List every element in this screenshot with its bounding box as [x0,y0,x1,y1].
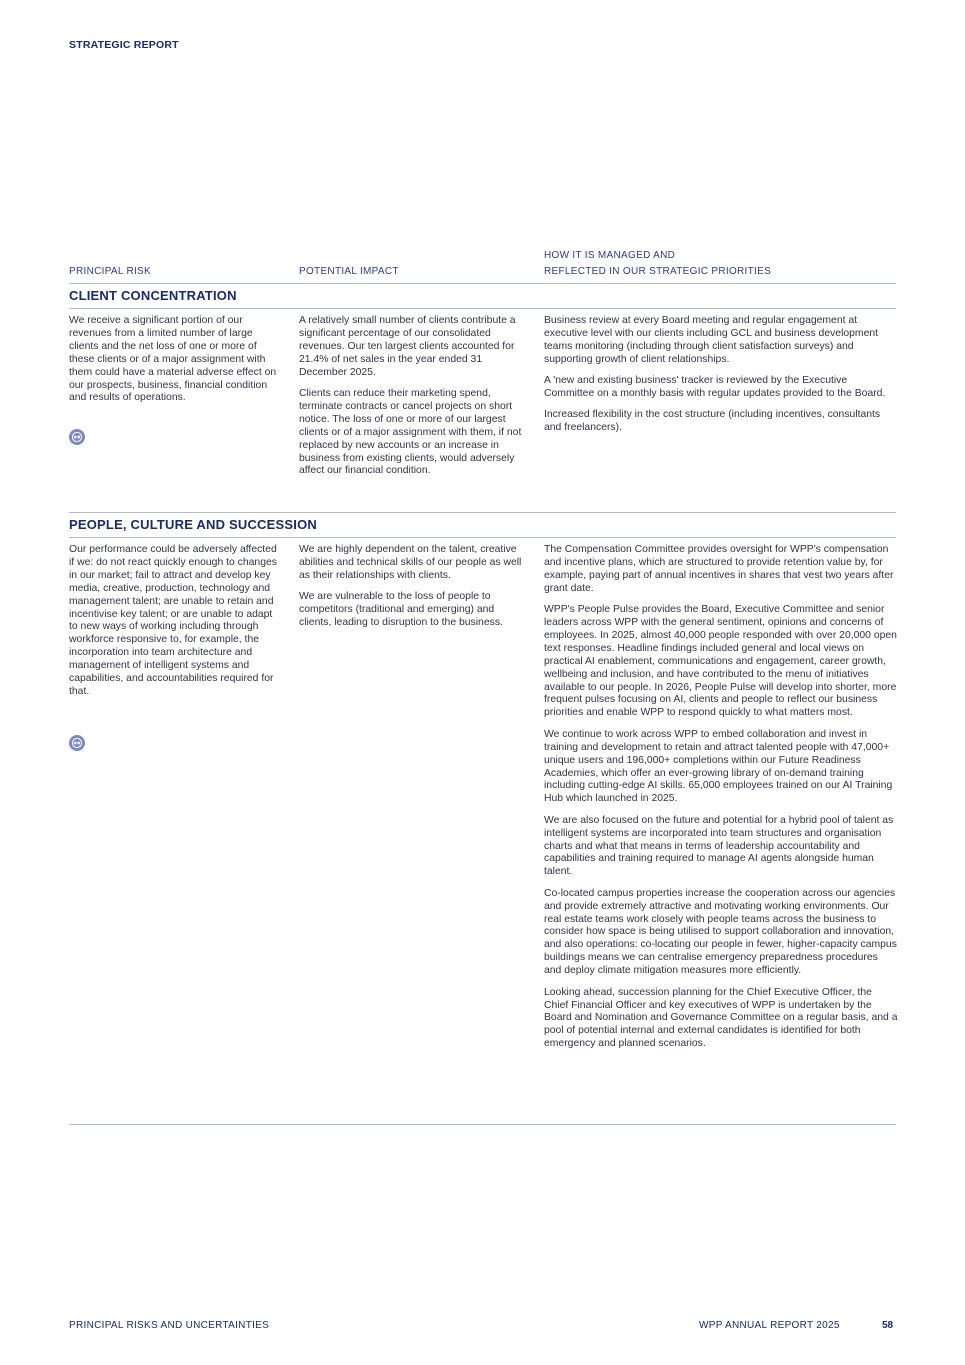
paragraph: Business review at every Board meeting and regular engagement at executive level with our clients including GCL and business development teams monitoring (including through client satisfaction surveys) and supporting growth of client relationships. [544,315,879,365]
divider [69,308,896,309]
risk-description [69,544,279,707]
paragraph: WPP's People Pulse provides the Board, Executive Committee and senior leaders across WPP with the general sentiment, opinions and concerns of employees. In 2025, almost 40,000 people responded with over 20,000 open text responses. Headline findings included general and local views on practical AI enablement, communications and engagement, career growth, wellbeing and inclusion, and have contributed to the menu of initiatives available to our people. In 2026, People Pulse will develop into shorter, more frequent pulses focusing on AI, clients and people to reflect our business priorities and enable WPP to respond quickly to what matters most. [544,604,897,719]
strategic-link-icon[interactable] [69,735,85,751]
risk-description [69,315,284,414]
page-number: 58 [882,1320,894,1331]
strategic-link-icon[interactable] [69,429,85,445]
arrows-icon [71,431,83,443]
divider [69,1124,896,1125]
divider [69,537,896,538]
footer-section-link[interactable]: PRINCIPAL RISKS AND UNCERTAINTIES [69,1320,270,1331]
paragraph: Co-located campus properties increase the cooperation across our agencies and provide extremely attractive and motivating working environments. Our real estate teams work closely with people teams across the business to consider how space is being utilised to support collaboration and innovation, and also operations: co-locating our people in fewer, higher-capacity campus buildings means we can centralise emergency preparedness procedures and deploy climate mitigation measures more efficiently. [544,887,897,977]
paragraph: Our performance could be adversely affected if we: do not react quickly enough to changes in our market; fail to attract and develop key media, creative, production, technology and management talent; are unable to retain and incentivise key talent; or are unable to adapt to new ways of working including through workforce responsive to, for example, the incorporation into team architecture and management of intelligent systems and capabilities, and accountabilities required for that. [69,544,277,697]
column-heading-managed-line2: REFLECTED IN OUR STRATEGIC PRIORITIES [544,266,772,277]
managed-description [544,315,896,444]
risk-title-people-culture-succession: PEOPLE, CULTURE AND SUCCESSION [69,517,317,532]
section-label[interactable]: STRATEGIC REPORT [69,39,179,51]
paragraph: A relatively small number of clients contribute a significant percentage of our consolidated revenues. Our ten largest clients accounted for 21.4% of net sales in the year ended 31 December 2025. [299,315,516,378]
risk-title-client-concentration: CLIENT CONCENTRATION [69,288,237,303]
column-heading-risk: PRINCIPAL RISK [69,266,151,277]
paragraph: We are vulnerable to the loss of people to competitors (traditional and emerging) and clients, leading to disruption to the business. [299,591,503,629]
divider [69,283,896,284]
divider [69,512,896,513]
paragraph: We receive a significant portion of our revenues from a limited number of large clients and the net loss of one or more of these clients or of a major assignment with them could have a material adverse effect on our prospects, business, financial condition and results of operations. [69,315,277,404]
column-heading-impact: POTENTIAL IMPACT [299,266,399,277]
paragraph: We are also focused on the future and potential for a hybrid pool of talent as intelligent systems are incorporated into team structures and organisation charts and what that means in terms of leadership accountability and capabilities and training required to manage AI agents alongside human talent. [544,814,894,878]
paragraph: We continue to work across WPP to embed collaboration and invest in training and development to retain and attract talented people with 47,000+ unique users and 196,000+ completions within our Future Readiness Academies, which offer an ever-growing library of on-demand training including cutting-edge AI skills. 65,000 employees trained on our AI Training Hub which launched in 2025. [544,728,893,805]
paragraph: The Compensation Committee provides oversight for WPP's compensation and incentive plans, which are structured to provide retention value by, for example, paying part of annual incentives in shares that vest two years after grant date. [544,544,894,594]
column-heading-managed [544,248,771,280]
column-heading-managed-line1: HOW IT IS MANAGED AND [544,250,676,261]
paragraph: We are highly dependent on the talent, creative abilities and technical skills of our people as well as their relationships with clients. [299,544,522,581]
impact-description [299,544,527,638]
footer-report-title: WPP ANNUAL REPORT 2025 [699,1320,840,1331]
paragraph: Clients can reduce their marketing spend, terminate contracts or cancel projects on short notice. The loss of one or more of our largest clients or of a major assignment with them, if not replaced by new accounts or an increase in business from existing clients, would adversely affect our financial condition. [299,388,522,477]
paragraph: A 'new and existing business' tracker is reviewed by the Executive Committee on a monthly basis with regular updates provided to the Board. [544,375,886,400]
managed-description [544,544,898,1060]
paragraph: Looking ahead, succession planning for the Chief Executive Officer, the Chief Financial Officer and key executives of WPP is undertaken by the Board and Nomination and Governance Committee on a regular basis, and a pool of potential internal and external candidates is identified for both emergency and planned scenarios. [544,986,898,1050]
paragraph: Increased flexibility in the cost structure (including incentives, consultants and freelancers). [544,409,881,434]
impact-description [299,315,527,487]
arrows-icon [71,737,83,749]
